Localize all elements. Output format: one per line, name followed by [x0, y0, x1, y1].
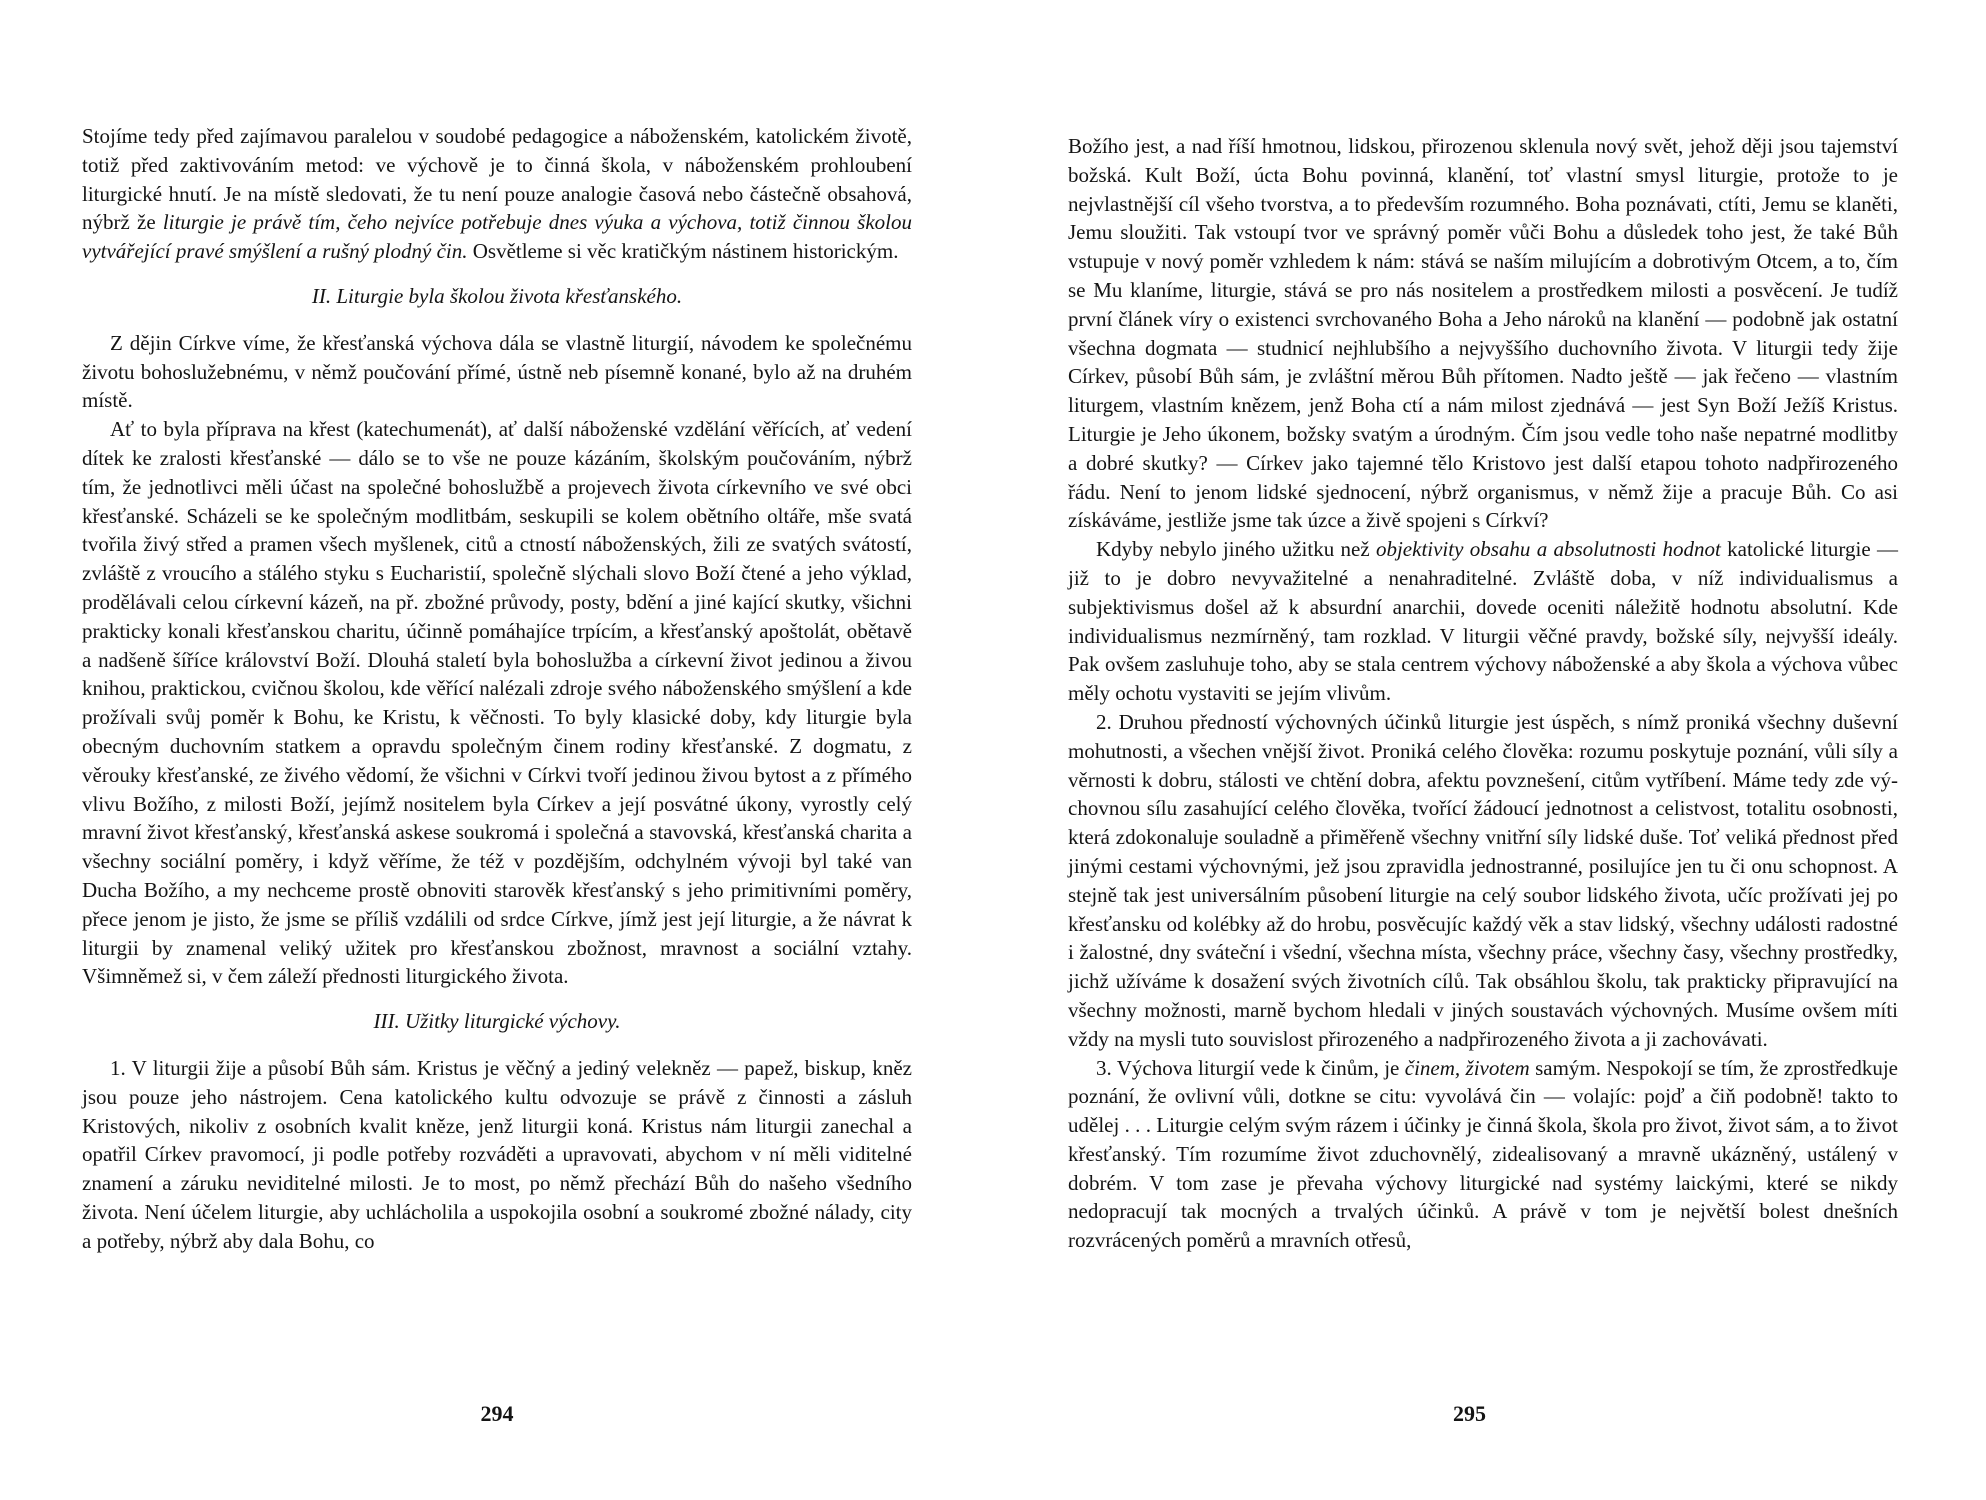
intro-italic-text: liturgie je právě tím, čeho nejvíce potřebuje dnes výuka a výchova, totiž činnou školou vytvářející pravé smýšlení a rušný plodný čin. [82, 210, 912, 264]
paragraph-4-end: samým. Nespokojí se tím, že zprostředkuje poznání, že ovlivní vůli, dotkne se citu: vyvolává čin — volajíc: pojď a čiň podobně! takto to udělej . . . Liturgie celým svým rázem i účinky je činná škola, škola pro život, život sám, a to život křesťanský. Tím rozumíme život zduchovnělý, zidealisovaný a mravně ukázněný, ustálený v dobrém. V tom zase je převaha výchovy liturgické nad systémy laickými, které se nikdy nedopracují tak mocných a trvalých účinků. A právě v tom je největší bolest dnešních rozvrácených poměrů a mravních otřesů, [1068, 1055, 1898, 1253]
left-page-text [82, 122, 912, 1255]
paragraph-2-start: Kdyby nebylo jiného užitku než [1096, 537, 1376, 562]
intro-end-text: Osvětleme si věc kratičkým nástinem historickým. [467, 239, 899, 264]
section-heading-2: II. Liturgie byla školou života křesťanského. [311, 283, 683, 308]
intro-paragraph [82, 122, 912, 266]
right-page [993, 0, 1986, 1500]
section3-paragraph-1: 1. V liturgii žije a působí Bůh sám. Kristus je věčný a jediný velekněz — papež, biskup, kněz jsou pouze jeho nástrojem. Cena katolického kultu odvozuje se právě z činnosti a zásluh Kristových, nikoliv z osobních kvalit kněze, jenž liturgii koná. Kristus nám liturgii zanechal a opatřil Církev pravomocí, ji podle potřeby rozváděti a upravovati, abychom v ní měli viditelné znamení a záruku neviditelné milosti. Je to most, po němž přechází Bůh do našeho všedního života. Není účelem liturgie, aby uchlácholila a uspokojila osobní a soukromé zbožné nálady, city a potřeby, nýbrž aby dala Bohu, co [82, 1055, 912, 1253]
paragraph-3: 2. Druhou předností výchovných účinků liturgie jest úspěch, s nímž proniká všechny duševní mohutnosti, a všechen vnější život. Proniká celého člověka: rozumu poskytuje poznání, vůli síly a věrnosti k dobru, stálosti ve chtění dobra, afektu povznešení, citům vytříbení. Máme tedy zde výchovnou sílu zasahující celého člověka, tvořící žádoucí jednotnost a celistvost, totalitu osobnosti, která zdokonaluje souladně a přiměřeně všechny vnitřní síly lidské duše. Toť veliká přednost před jinými cestami výchovnými, jež jsou zpravidla jednostranné, posilujíce jen tu či onu schopnost. A stejně tak jest universálním působení liturgie na celý soubor lidského života, učíc prožívati jej po křesťansku od kolébky až do hrobu, posvěcujíc každý věk a stav lidský, všechny události radostné i žalostné, dny sváteční i všední, všechna místa, všechny práce, všechny časy, všechny prostředky, jichž užíváme k dosažení svých životních cílů. Tak obsáhlou školu, tak prakticky připravující na všechny možnosti, marně bychom hledali v jiných soustavách výchovných. Musíme ovšem míti vždy na mysli tuto souvislost přirozeného a nadpřirozeného života a ji zachovávati. [1068, 709, 1898, 1051]
paragraph-4-italic: činem, životem [1404, 1055, 1530, 1080]
paragraph-2 [1068, 535, 1898, 708]
page-number-left: 294 [480, 1401, 514, 1426]
page-number-right: 295 [1453, 1401, 1486, 1426]
section2-paragraph-2: Ať to byla příprava na křest (katechumenát), ať další náboženské vzdělání věřících, ať vedení dítek ke zralosti křesťanské — dálo se to vše ne pouze kázáním, školským poučováním, nýbrž tím, že jednotlivci měli účast na společné bohoslužbě a projevech života církevního ve své obci křesťanské. Scházeli se ke společným modlitbám, seskupili se kolem obětního oltáře, mše svatá tvořila živý střed a pramen všech myšlenek, citů a ctností náboženských, žili ze svatých svátostí, zvláště z vroucího a stálého styku s Eucharistií, společně slýchali slovo Boží čtené a jeho výklad, prodělávali celou církevní kázeň, na př. zbožné průvody, posty, bdění a jiné kající skutky, všichni prakticky konali křesťanskou charitu, účinně pomáhajíce trpícím, a křesťanský apoštolát, obětavě a nadšeně šíříce království Boží. Dlouhá staletí byla bohoslužba a církevní život jedinou a živou knihou, praktickou, cvičnou školou, kde věřící nalézali zdroje svého náboženského smýšlení a kde prožívali svůj poměr k Bohu, ke Kristu, k věčnosti. To byly klasické doby, kdy liturgie byla obecným duchovním statkem a opravdu společným činem rodiny křesťanské. Z dogmatu, z věrouky křesťanské, ze živého vědomí, že všichni v Církvi tvoří jedinou živou bytost a z přímého vlivu Božího, z milosti Boží, jejímž nositelem byla Církev a její posvátné úkony, vyrostly celý mravní život křesťanský, křesťanská askese soukromá i společná a stavovská, křesťanská charita a všechny sociální poměry, i když věříme, že též v pozdějším, odchylném vývoji byl také van Ducha Božího, a my nechceme prostě obnoviti starověk křesťanský s jeho primitivními poměry, přece jenom je jisto, že jsme se příliš vzdálili od srdce Církve, jímž jest její liturgie, a že návrat k liturgii by znamenal veliký užitek pro křesťanskou zbožnost, mravnost a sociální vztahy. Všimněmež si, v čem záleží přednosti liturgického života. [82, 417, 912, 989]
paragraph-2-italic: objektivity obsahu a absolutnosti hodnot [1375, 537, 1721, 562]
section2-paragraph-1: Z dějin Církve víme, že křesťanská výchova dála se vlastně liturgií, návodem ke společnému životu bohoslužebnému, v němž poučování přímé, ústně neb písemně konané, bylo až na druhém místě. [82, 330, 912, 413]
intro-text: Stojíme tedy před zajímavou paralelou v soudobé pedagogice a náboženském, katolickém životě, totiž před zaktivováním metod: ve výchově je to činná škola, v náboženském prohloubení liturgické hnutí. Je na místě sledovati, že tu není pouze analogie časová nebo částečně obsahová, nýbrž že [82, 124, 912, 235]
paragraph-2-end: katolické liturgie — již to je dobro nevyvažitelné a nenahraditelné. Zvláště doba, v níž individualismus a subjektivismus došel až k absurdní anarchii, dovede oceniti náležitě hodnotu absolutní. Kde individualismus nezmírněný, tam rozklad. V liturgii věčné pravdy, božské síly, nejvyšší ideály. Pak ovšem zasluhuje toho, aby se stala centrem výchovy náboženské a aby škola a výchova vůbec měly ochotu vystaviti se jejím vlivům. [1068, 537, 1898, 706]
paragraph-1: Božího jest, a nad říší hmotnou, lidskou, přirozenou sklenula nový svět, jehož ději jsou tajemství božská. Kult Boží, úcta Bohu povinná, klanění, toť vlastní smysl liturgie, protože to je nejvlastnější cíl všeho tvorstva, a to především rozumného. Boha poznávati, ctíti, Jemu se klaněti, Jemu sloužiti. Tak vstoupí tvor ve správný poměr vůči Bohu a důsledek toho jest, že také Bůh vstupuje v nový poměr vzhledem k nám: stává se naším milujícím a dobrotivým Otcem, a to, čím se Mu klaníme, liturgie, stává se pro nás nositelem a prostředkem milosti a posvěcení. Je tudíž první článek víry o existenci svrchovaného Boha a Jeho nároků na klanění — podobně jak ostatní všechna dogmata — studnicí nejhlubšího a nejvyššího duchovního života. V liturgii tedy žije Církev, působí Bůh sám, je zvláštní měrou Bůh přítomen. Nadto ještě — jak řečeno — vlastním liturgem, vlastním knězem, jenž Boha ctí a nám milost zjednává — jest Syn Boží Ježíš Kristus. Liturgie je Jeho úkonem, božsky svatým a úrodným. Čím jsou vedle toho naše nepatrné modlitby a dobré skutky? — Církev jako tajemné tělo Kristovo jest další etapou tohoto nadpřirozeného řádu. Není to jenom lidské sjednocení, nýbrž organismus, v němž žije a pracuje Bůh. Co asi získáváme, jestliže jsme tak úzce a živě spojeni s Církví? [1068, 134, 1898, 533]
paragraph-4-start: 3. Výchova liturgií vede k činům, je [1096, 1055, 1405, 1080]
section-heading-3: III. Užitky liturgické výchovy. [373, 1009, 621, 1034]
right-page-text [1068, 132, 1898, 1255]
paragraph-4 [1068, 1054, 1898, 1256]
